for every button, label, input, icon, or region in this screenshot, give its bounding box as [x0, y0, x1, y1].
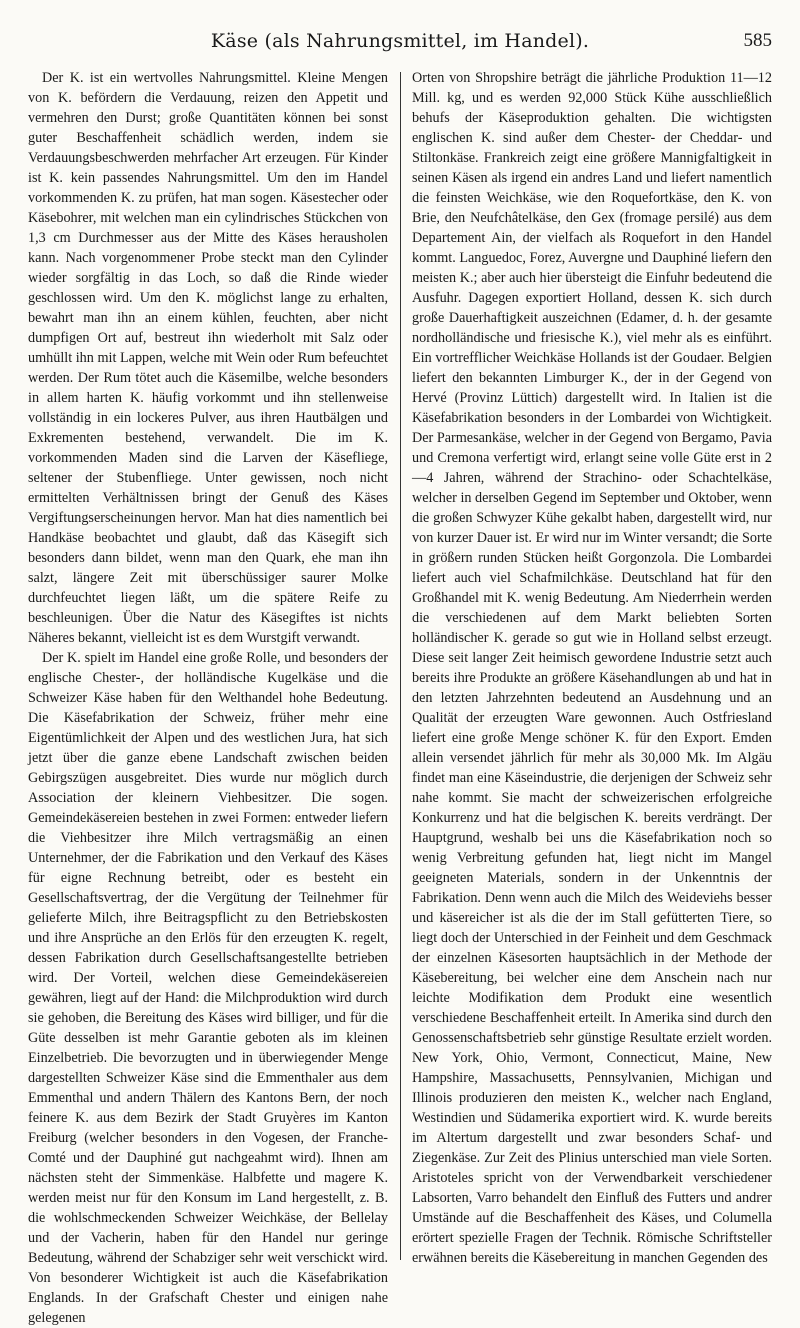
left-column: [28, 68, 388, 1326]
paragraph-trade: Der K. spielt im Handel eine große Rolle, und besonders der englische Chester-, der holländische Kugelkäse und die Schweizer Käse haben für den Welthandel hohe Bedeutung. Die Käsefabrikation der Schweiz, früher mehr eine Eigentümlichkeit der Alpen und des westlichen Jura, hat sich jetzt über die ganze ebene Landschaft zwischen beiden Gebirgszügen ausgebreitet. Dies wurde nur möglich durch Association der kleinern Viehbesitzer. Die sogen. Gemeindekäsereien bestehen in zwei Formen: entweder liefern die Viehbesitzer ihre Milch vertragsmäßig an einen Unternehmer, der die Fabrikation und den Verkauf des Käses für eigne Rechnung betreibt, oder es besteht ein Gesellschaftsvertrag, der die Vergütung der Teilnehmer für gelieferte Milch, ihre Beitragspflicht zu den Betriebskosten und ihre Ansprüche an den Erlös für den erzeugten K. regelt, dessen Fabrikation durch Gesellschaftsangestellte betrieben wird. Der Vorteil, welchen diese Gemeindekäsereien gewähren, liegt auf der Hand: die Milchproduktion wird durch sie gehoben, die Bereitung des Käses wird billiger, und für die Güte desselben ist mehr Garantie geboten als im kleinen Einzelbetrieb. Die bevorzugten und in überwiegender Menge dargestellten Schweizer Käse sind die Emmenthaler aus dem Emmenthal und andern Thälern des Kantons Bern, der noch feinere K. aus dem Bezirk der Stadt Gruyères im Kanton Freiburg (welcher besonders in den Vogesen, der Franche-Comté und der Dauphiné gut nachgeahmt wird). Ihnen am nächsten steht der Simmenkäse. Halbfette und magere K. werden meist nur für den Konsum im Land hergestellt, z. B. die wohlschmeckenden Schweizer Weichkäse, der Bellelay und der Vacherin, haben für den Handel nur geringe Bedeutung, während der Schabziger sehr weit verschickt wird. Von besonderer Wichtigkeit ist auch die Käsefabrikation Englands. In der Grafschaft Chester und einigen nahe gelegenen: [28, 650, 388, 1326]
page-number: 585: [743, 30, 772, 51]
running-title: Käse (als Nahrungsmittel, im Handel).: [210, 30, 590, 52]
right-column: [412, 68, 772, 1266]
paragraph-trade-continued: Orten von Shropshire beträgt die jährliche Produktion 11—12 Mill. kg, und es werden 92,000 Stück Kühe ausschließlich behufs der Käseproduktion gehalten. Die wichtigsten englischen K. sind außer dem Chester- der Cheddar- und Stiltonkäse. Frankreich zeigt eine größere Mannigfaltigkeit in seinen Käsen als irgend ein andres Land und liefert namentlich die feinsten Weichkäse, wie den Roquefortkäse, den K. von Brie, den Neufchâtelkäse, den Gex (fromage persilé) aus dem Departement Ain, der vielfach als Roquefort in den Handel kommt. Languedoc, Forez, Auvergne und Dauphiné liefern den meisten K.; aber auch hier übersteigt die Einfuhr bedeutend die Ausfuhr. Dagegen exportiert Holland, dessen K. sich durch große Dauerhaftigkeit auszeichnen (Edamer, d. h. der gesamte nordholländische und friesische K.), viel mehr als es einführt. Ein vortrefflicher Weichkäse Hollands ist der Goudaer. Belgien liefert den bekannten Limburger K., der in der Gegend von Hervé (Provinz Lüttich) dargestellt wird. In Italien ist die Käsefabrikation besonders in der Lombardei von Wichtigkeit. Der Parmesankäse, welcher in der Gegend von Bergamo, Pavia und Cremona verfertigt wird, erlangt seine volle Güte erst in 2—4 Jahren, während der Strachino- oder Schachtelkäse, welcher in derselben Gegend im September und Oktober, wenn die großen Schwyzer Kühe gekalbt haben, dargestellt wird, nur von kurzer Dauer ist. Er wird nur im Winter versandt; die Sorte in größern runden Stücken heißt Gorgonzola. Die Lombardei liefert auch viel Schafmilchkäse. Deutschland hat für den Großhandel mit K. wenig Bedeutung. Am Niederrhein werden die verschiedenen auf dem Markt beliebten Sorten holländischer K. gerade so gut wie in Holland selbst erzeugt. Diese seit langer Zeit heimisch gewordene Industrie setzt auch bereits ihre Produkte an größere Käsehandlungen ab und hat in den letzten Jahrzehnten bedeutend an Ausdehnung und an Qualität der erzeugten Ware gewonnen. Auch Ostfriesland liefert eine große Menge schöner K. für den Export. Emden allein versendet jährlich für mehr als 30,000 Mk. Im Algäu findet man eine Käseindustrie, die derjenigen der Schweiz sehr nahe kommt. Sie macht der schweizerischen erfolgreiche Konkurrenz und hat die belgischen K. bereits verdrängt. Der Hauptgrund, weshalb bei uns die Käsefabrikation noch so wenig Verbreitung gefunden hat, liegt nicht im Mangel geeigneten Materials, sondern in der Unkenntnis der Fabrikation. Denn wenn auch die Milch des Weideviehs besser und käsereicher ist als die der im Stall gefütterten Tiere, so liegt doch der Unterschied in der Feinheit und dem Geschmack der einzelnen Käsesorten hauptsächlich in der Methode der Käsebereitung, bei welcher eine dem Anschein nach nur leichte Modifikation dem Produkt eine wesentlich verschiedene Beschaffenheit erteilt. In Amerika sind durch den Genossenschaftsbetrieb sehr günstige Resultate erzielt worden. New York, Ohio, Vermont, Connecticut, Maine, New Hampshire, Massachusetts, Pennsylvanien, Michigan und Illinois produzieren den meisten K., welcher nach England, Westindien und Südamerika exportiert wird. K. wurde bereits im Altertum dargestellt und zwar besonders Schaf- und Ziegenkäse. Zur Zeit des Plinius unterschied man viele Sorten. Aristoteles spricht von der Verwendbarkeit verschiedener Labsorten, Varro behandelt den Einfluß des Futters und andrer Umstände auf die Beschaffenheit des Käses, und Columella erörtert spezielle Fragen der Technik. Römische Schriftsteller erwähnen bereits die Käsebereitung in manchen Gegenden des: [412, 70, 772, 1266]
page-header: [0, 30, 800, 64]
column-divider: [400, 72, 401, 1260]
paragraph-nutrition: Der K. ist ein wertvolles Nahrungsmittel. Kleine Mengen von K. befördern die Verdauung, reizen den Appetit und vermehren den Durst; große Quantitäten können bei sonst guter Beschaffenheit schädlich werden, indem sie Verdauungsbeschwerden mehrfacher Art erzeugen. Für Kinder ist K. kein passendes Nahrungsmittel. Um den im Handel vorkommenden K. zu prüfen, hat man sogen. Käsestecher oder Käsebohrer, mit welchen man ein cylindrisches Stückchen von 1,3 cm Durchmesser aus der Mitte des Käses herausholen kann. Nach vorgenommener Probe steckt man den Cylinder wieder sorgfältig in das Loch, so daß die Rinde wieder geschlossen wird. Um den K. möglichst lange zu erhalten, bewahrt man ihn an einem kühlen, feuchten, aber nicht dumpfigen Ort auf, bestreut ihn wiederholt mit Salz oder umhüllt ihn mit Lappen, welche mit Wein oder Rum befeuchtet werden. Der Rum tötet auch die Käsemilbe, welche besonders in allem harten K. häufig vorkommt und ihn stellenweise vollständig in ein lockeres Pulver, aus ihren Hautbälgen und Exkrementen bestehend, verwandelt. Die im K. vorkommenden Maden sind die Larven der Käsefliege, seltener der Stubenfliege. Unter gewissen, noch nicht ermittelten Verhältnissen bringt der Genuß des Käses Vergiftungserscheinungen hervor. Man hat dies namentlich bei Handkäse beobachtet und glaubt, daß das Käsegift sich besonders dann bildet, wenn man den Quark, ehe man ihn salzt, längere Zeit mit überschüssiger saurer Molke durchfeuchtet liegen läßt, um die spätere Reife zu beschleunigen. Über die Natur des Käsegiftes ist nichts Näheres bekannt, vielleicht ist es dem Wurstgift verwandt.: [28, 70, 388, 646]
